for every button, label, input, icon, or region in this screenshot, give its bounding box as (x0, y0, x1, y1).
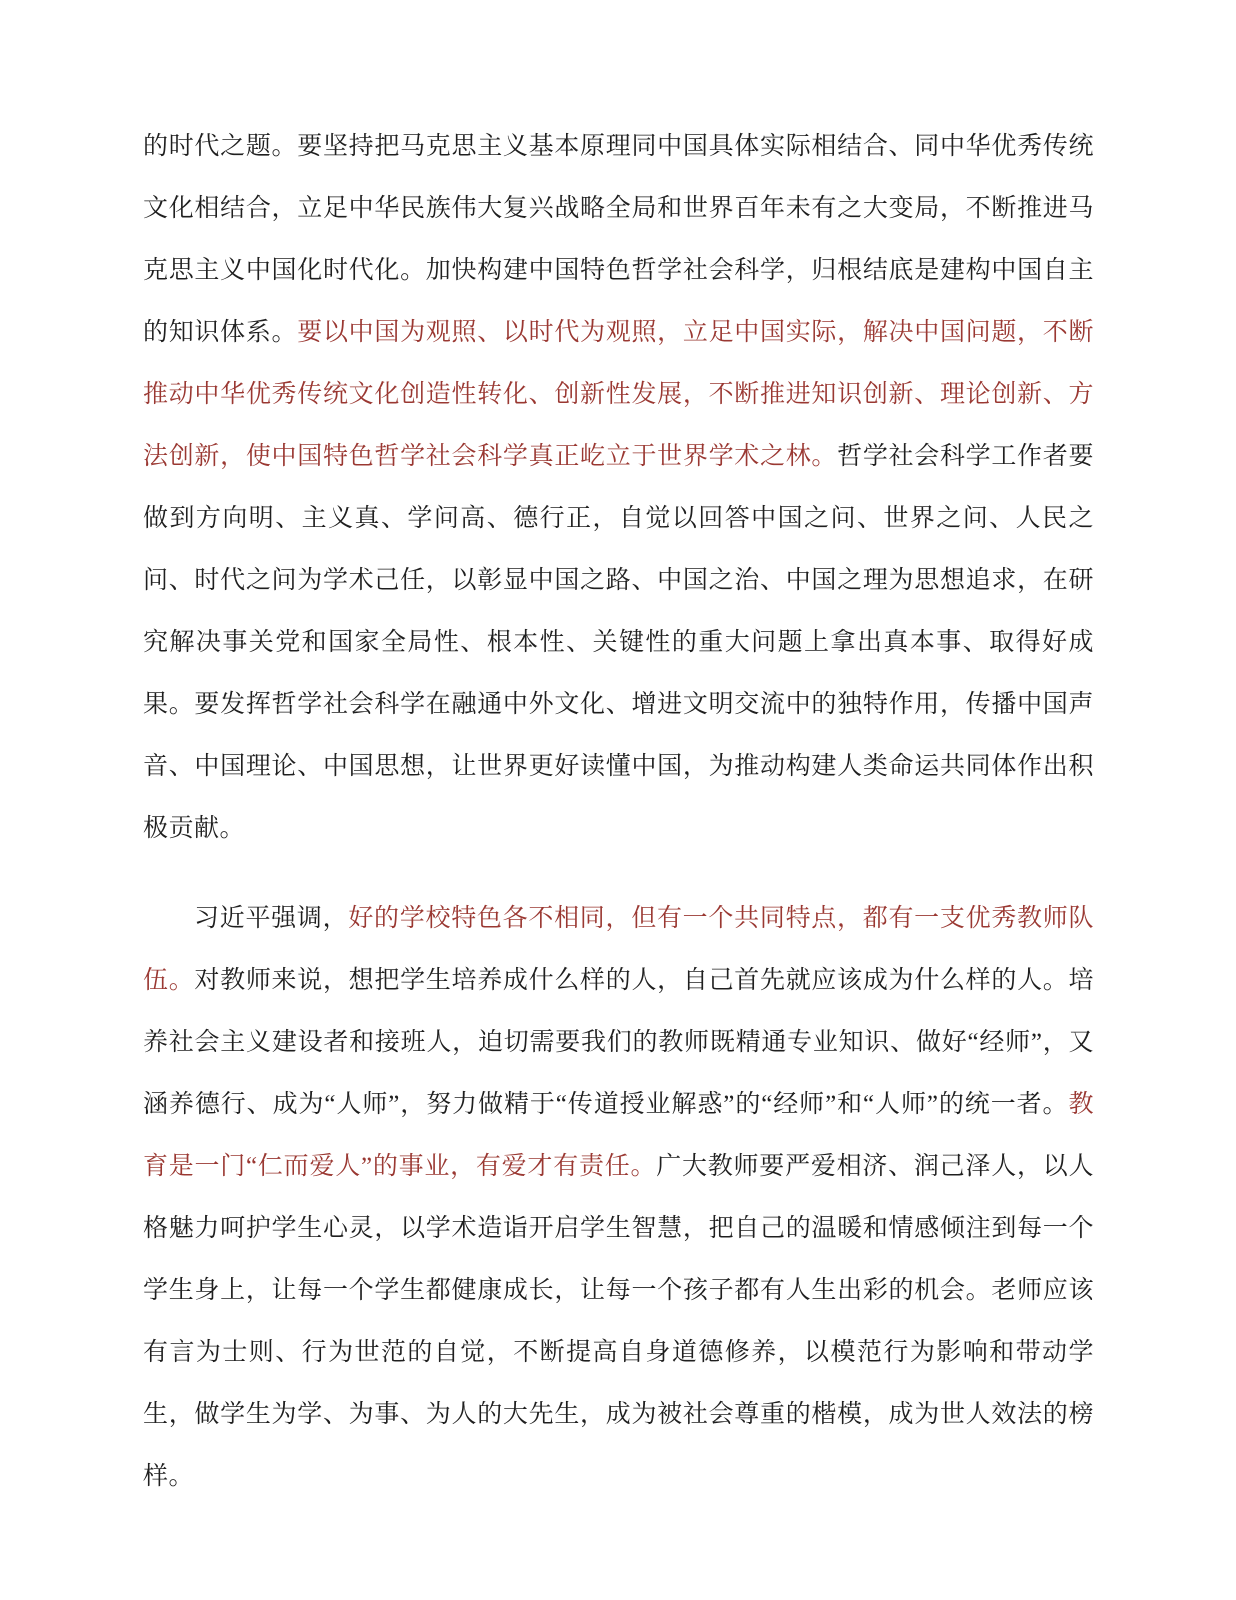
paragraph (143, 116, 1094, 860)
text-run: 习近平强调， (194, 905, 349, 932)
text-run: 广大教师要严爱相济、润己泽人，以人格魅力呵护学生心灵，以学术造诣开启学生智慧，把自己的温暖和情感倾注到每一个学生身上，让每一个学生都健康成长，让每一个孩子都有人生出彩的机会。老师应该有言为士则、行为世范的自觉，不断提高自身道德修养，以模范行为影响和带动学生，做学生为学、为事、为人的大先生，成为被社会尊重的楷模，成为世人效法的榜样。 (143, 1153, 1094, 1490)
document-body (143, 116, 1094, 1508)
text-run: 对教师来说，想把学生培养成什么样的人，自己首先就应该成为什么样的人。培养社会主义建设者和接班人，迫切需要我们的教师既精通专业知识、做好“经师”，又涵养德行、成为“人师”，努力做精于“传道授业解惑”的“经师”和“人师”的统一者。 (143, 967, 1094, 1118)
paragraph (143, 888, 1094, 1508)
emphasized-text-run: 教育是一门“仁而爱人”的事业，有爱才有责任。 (143, 1091, 1094, 1180)
emphasized-text-run: 要以中国为观照、以时代为观照，立足中国实际，解决中国问题，不断推动中华优秀传统文化创造性转化、创新性发展，不断推进知识创新、理论创新、方法创新，使中国特色哲学社会科学真正屹立于世界学术之林。 (143, 319, 1094, 470)
text-run: 的时代之题。要坚持把马克思主义基本原理同中国具体实际相结合、同中华优秀传统文化相结合，立足中华民族伟大复兴战略全局和世界百年未有之大变局，不断推进马克思主义中国化时代化。加快构建中国特色哲学社会科学，归根结底是建构中国自主的知识体系。 (143, 133, 1094, 346)
text-run: 哲学社会科学工作者要做到方向明、主义真、学问高、德行正，自觉以回答中国之问、世界之问、人民之问、时代之问为学术己任，以彰显中国之路、中国之治、中国之理为思想追求，在研究解决事关党和国家全局性、根本性、关键性的重大问题上拿出真本事、取得好成果。要发挥哲学社会科学在融通中外文化、增进文明交流中的独特作用，传播中国声音、中国理论、中国思想，让世界更好读懂中国，为推动构建人类命运共同体作出积极贡献。 (143, 443, 1094, 842)
emphasized-text-run: 好的学校特色各不相同，但有一个共同特点，都有一支优秀教师队伍。 (143, 905, 1094, 994)
